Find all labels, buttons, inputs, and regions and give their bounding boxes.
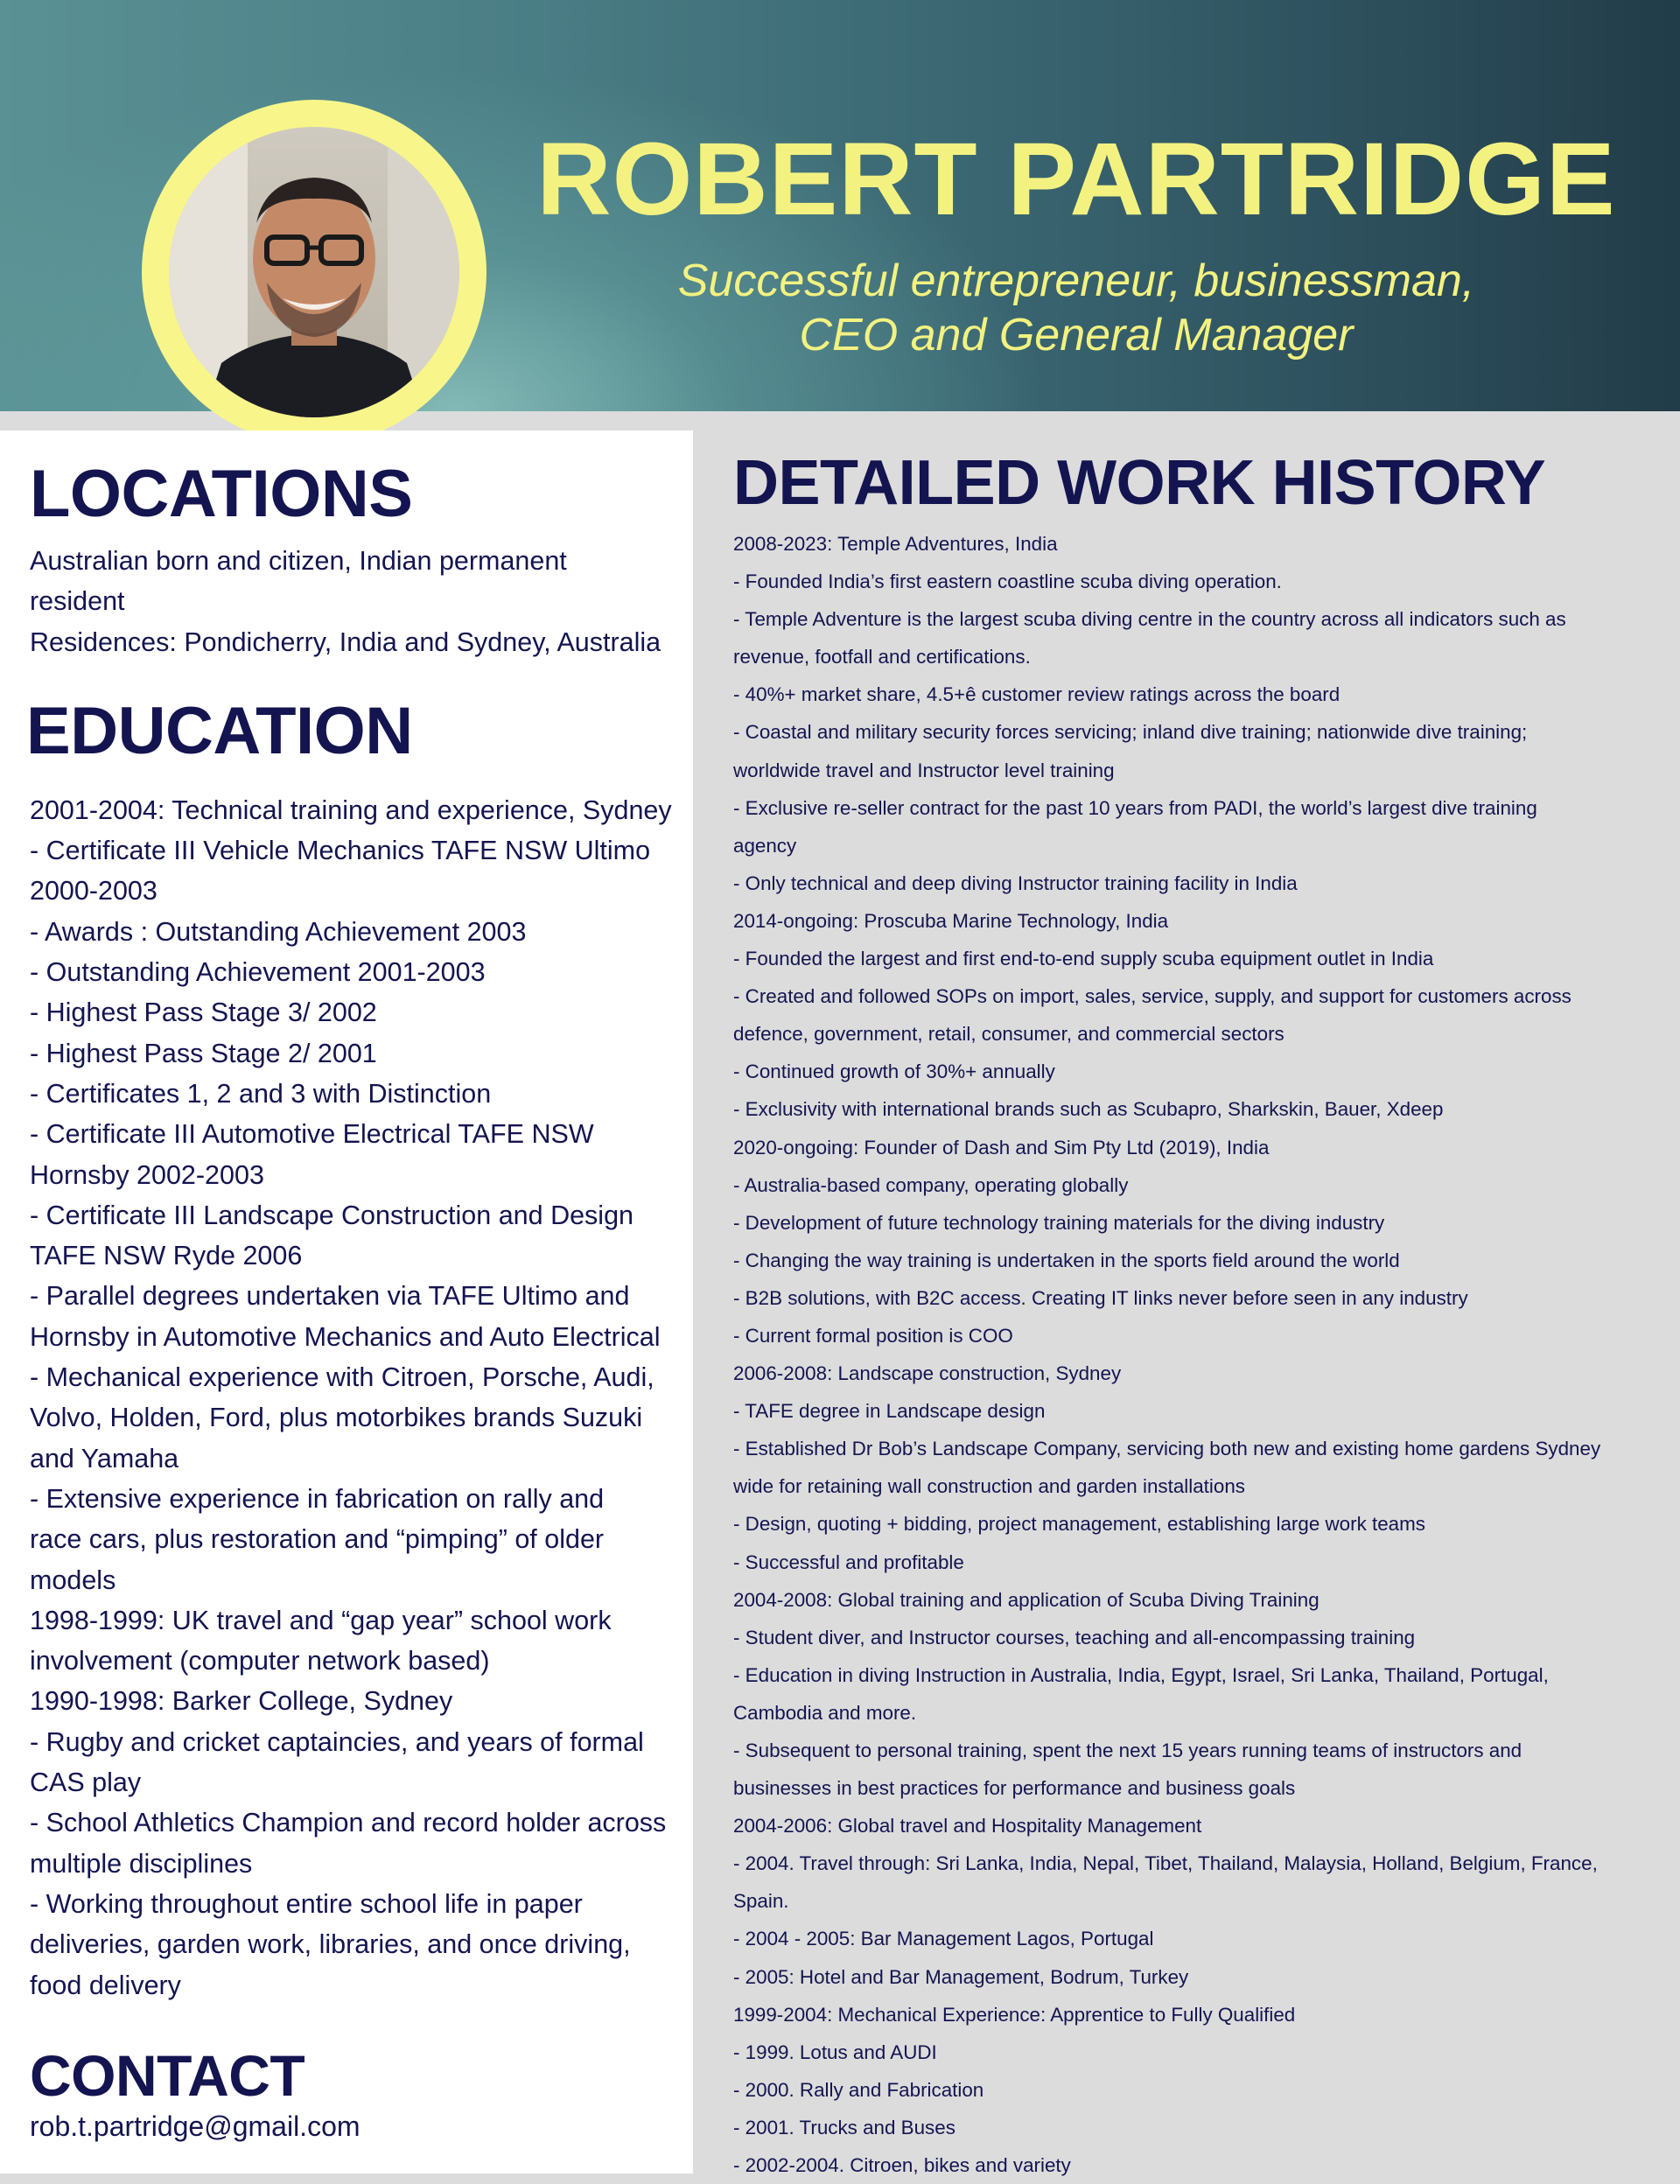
education-line: - Certificates 1, 2 and 3 with Distinction	[30, 1078, 492, 1109]
education-line: TAFE NSW Ryde 2006	[30, 1241, 303, 1271]
work-history-line: - 2002-2004. Citroen, bikes and variety	[733, 2154, 1071, 2177]
education-heading: EDUCATION	[26, 693, 413, 768]
education-line: 2000-2003	[30, 876, 158, 906]
education-line: - Certificate III Landscape Construction and Design	[30, 1200, 634, 1230]
work-history-line: - 2004. Travel through: Sri Lanka, India, Nepal, Tibet, Thailand, Malaysia, Holland, Belgium, France,	[733, 1852, 1598, 1875]
education-line: 1998-1999: UK travel and “gap year” school work	[30, 1605, 612, 1635]
education-line: models	[30, 1564, 116, 1595]
contact-heading: CONTACT	[30, 2042, 305, 2108]
education-line: - Parallel degrees undertaken via TAFE Ultimo and	[30, 1281, 630, 1312]
locations-body	[30, 541, 665, 662]
work-history-line: - Continued growth of 30%+ annually	[733, 1060, 1055, 1083]
work-history-line: 2006-2008: Landscape construction, Sydney	[733, 1362, 1122, 1385]
education-line: - Rugby and cricket captaincies, and years of formal	[30, 1726, 644, 1757]
work-history-line: - TAFE degree in Landscape design	[733, 1400, 1046, 1423]
work-history-line: 2014-ongoing: Proscuba Marine Technology, India	[733, 909, 1169, 932]
work-history-line: - Coastal and military security forces servicing; inland dive training; nationwide dive training;	[733, 721, 1528, 744]
work-history-line: - 2005: Hotel and Bar Management, Bodrum, Turkey	[733, 1965, 1189, 1988]
work-history-line: - Development of future technology training materials for the diving industry	[733, 1211, 1385, 1234]
education-line: - Mechanical experience with Citroen, Porsche, Audi,	[30, 1362, 654, 1393]
education-line: food delivery	[30, 1970, 181, 2000]
work-history-line: Cambodia and more.	[733, 1701, 917, 1724]
education-line: - Extensive experience in fabrication on rally and	[30, 1483, 605, 1514]
work-history-line: - 2004 - 2005: Bar Management Lagos, Portugal	[733, 1928, 1154, 1950]
work-history-line: - Only technical and deep diving Instructor training facility in India	[733, 872, 1298, 894]
locations-heading: LOCATIONS	[30, 457, 413, 531]
education-line: - Working throughout entire school life in paper	[30, 1888, 583, 1919]
education-line: 2001-2004: Technical training and experience, Sydney	[30, 794, 672, 825]
locations-line: resident	[30, 586, 125, 617]
work-history-line: businesses in best practices for performance and business goals	[733, 1777, 1296, 1800]
profile-photo	[169, 127, 459, 417]
education-line: - School Athletics Champion and record holder across	[30, 1808, 667, 1838]
work-history-heading: DETAILED WORK HISTORY	[733, 448, 1546, 518]
tagline-line: Successful entrepreneur, businessman,	[677, 256, 1475, 306]
tagline	[490, 254, 1662, 362]
work-history-line: - 2001. Trucks and Buses	[733, 2116, 956, 2138]
header-banner	[0, 0, 1680, 411]
work-history-line: 2004-2008: Global training and application of Scuba Diving Training	[733, 1588, 1320, 1611]
work-history-line: Spain.	[733, 1890, 789, 1913]
work-history-line: - Subsequent to personal training, spent the next 15 years running teams of instructors and	[733, 1740, 1522, 1761]
work-history-line: wide for retaining wall construction and garden installations	[733, 1475, 1245, 1498]
education-line: - Certificate III Automotive Electrical TAFE NSW	[30, 1119, 594, 1150]
work-history-line: - Exclusive re-seller contract for the past 10 years from PADI, the world’s largest dive training	[733, 796, 1537, 819]
work-history-line: revenue, footfall and certifications.	[733, 646, 1031, 668]
work-history-line: - Successful and profitable	[733, 1550, 964, 1573]
work-history-line: - Design, quoting + bidding, project management, establishing large work teams	[733, 1513, 1425, 1536]
work-history-line: 2008-2023: Temple Adventures, India	[733, 533, 1058, 555]
work-history-line: 2004-2006: Global travel and Hospitality Management	[733, 1815, 1202, 1838]
education-line: - Outstanding Achievement 2001-2003	[30, 957, 486, 988]
work-history-line: - Student diver, and Instructor courses, teaching and all-encompassing training	[733, 1626, 1416, 1648]
work-history-line: 1999-2004: Mechanical Experience: Apprentice to Fully Qualified	[733, 2003, 1296, 2026]
locations-line: Residences: Pondicherry, India and Sydney, Australia	[30, 626, 662, 657]
work-history-line: defence, government, retail, consumer, and commercial sectors	[733, 1023, 1284, 1046]
work-history-line: - B2B solutions, with B2C access. Creating IT links never before seen in any industry	[733, 1286, 1468, 1309]
work-history-line: - Exclusivity with international brands such as Scubapro, Sharkskin, Bauer, Xdeep	[733, 1098, 1444, 1121]
locations-line: Australian born and citizen, Indian permanent	[30, 546, 567, 576]
education-line: 1990-1998: Barker College, Sydney	[30, 1686, 453, 1717]
work-history-line: worldwide travel and Instructor level training	[733, 759, 1115, 781]
work-history-line: - Established Dr Bob’s Landscape Company, servicing both new and existing home gardens Sydney	[733, 1438, 1601, 1460]
education-body	[30, 790, 672, 2006]
work-history-line: - Founded the largest and first end-to-end supply scuba equipment outlet in India	[733, 948, 1434, 970]
profile-photo-frame	[142, 100, 486, 444]
education-line: multiple disciplines	[30, 1848, 253, 1879]
contact-email-link[interactable]: rob.t.partridge@gmail.com	[30, 2110, 360, 2142]
work-history-body	[733, 525, 1654, 2184]
work-history-line: - Australia-based company, operating globally	[733, 1173, 1129, 1196]
education-line: Volvo, Holden, Ford, plus motorbikes brands Suzuki	[30, 1403, 643, 1433]
portrait-illustration	[169, 127, 459, 417]
person-name: ROBERT PARTRIDGE	[536, 122, 1616, 237]
education-line: - Certificate III Vehicle Mechanics TAFE NSW Ultimo	[30, 836, 651, 866]
education-line: and Yamaha	[30, 1443, 179, 1474]
work-history-line: - Education in diving Instruction in Australia, India, Egypt, Israel, Sri Lanka, Thailand, Portugal,	[733, 1663, 1549, 1686]
work-history-line: - 1999. Lotus and AUDI	[733, 2040, 937, 2063]
work-history-line: - 2000. Rally and Fabrication	[733, 2078, 984, 2101]
education-line: deliveries, garden work, libraries, and once driving,	[30, 1929, 631, 1960]
education-line: - Highest Pass Stage 3/ 2002	[30, 998, 377, 1028]
work-history-line: agency	[733, 834, 797, 857]
right-column	[732, 430, 1680, 2177]
education-line: CAS play	[30, 1768, 142, 1798]
work-history-line: - Current formal position is COO	[733, 1324, 1013, 1347]
left-column	[0, 430, 693, 2174]
work-history-line: - Temple Adventure is the largest scuba diving centre in the country across all indicators such as	[733, 608, 1566, 631]
work-history-line: - Created and followed SOPs on import, sales, service, supply, and support for customers across	[733, 985, 1572, 1008]
work-history-line: - Founded India’s first eastern coastline scuba diving operation.	[733, 570, 1282, 593]
education-line: Hornsby in Automotive Mechanics and Auto Electrical	[30, 1321, 661, 1352]
work-history-line: - 40%+ market share, 4.5+ê customer review ratings across the board	[733, 683, 1340, 706]
education-line: race cars, plus restoration and “pimping” of older	[30, 1524, 605, 1555]
education-line: involvement (computer network based)	[30, 1646, 490, 1676]
education-line: - Highest Pass Stage 2/ 2001	[30, 1038, 377, 1068]
tagline-line: CEO and General Manager	[799, 310, 1354, 360]
education-line: - Awards : Outstanding Achievement 2003	[30, 916, 527, 947]
work-history-line: - Changing the way training is undertaken in the sports field around the world	[733, 1249, 1400, 1271]
work-history-line: 2020-ongoing: Founder of Dash and Sim Pty Ltd (2019), India	[733, 1136, 1270, 1158]
education-line: Hornsby 2002-2003	[30, 1159, 264, 1190]
